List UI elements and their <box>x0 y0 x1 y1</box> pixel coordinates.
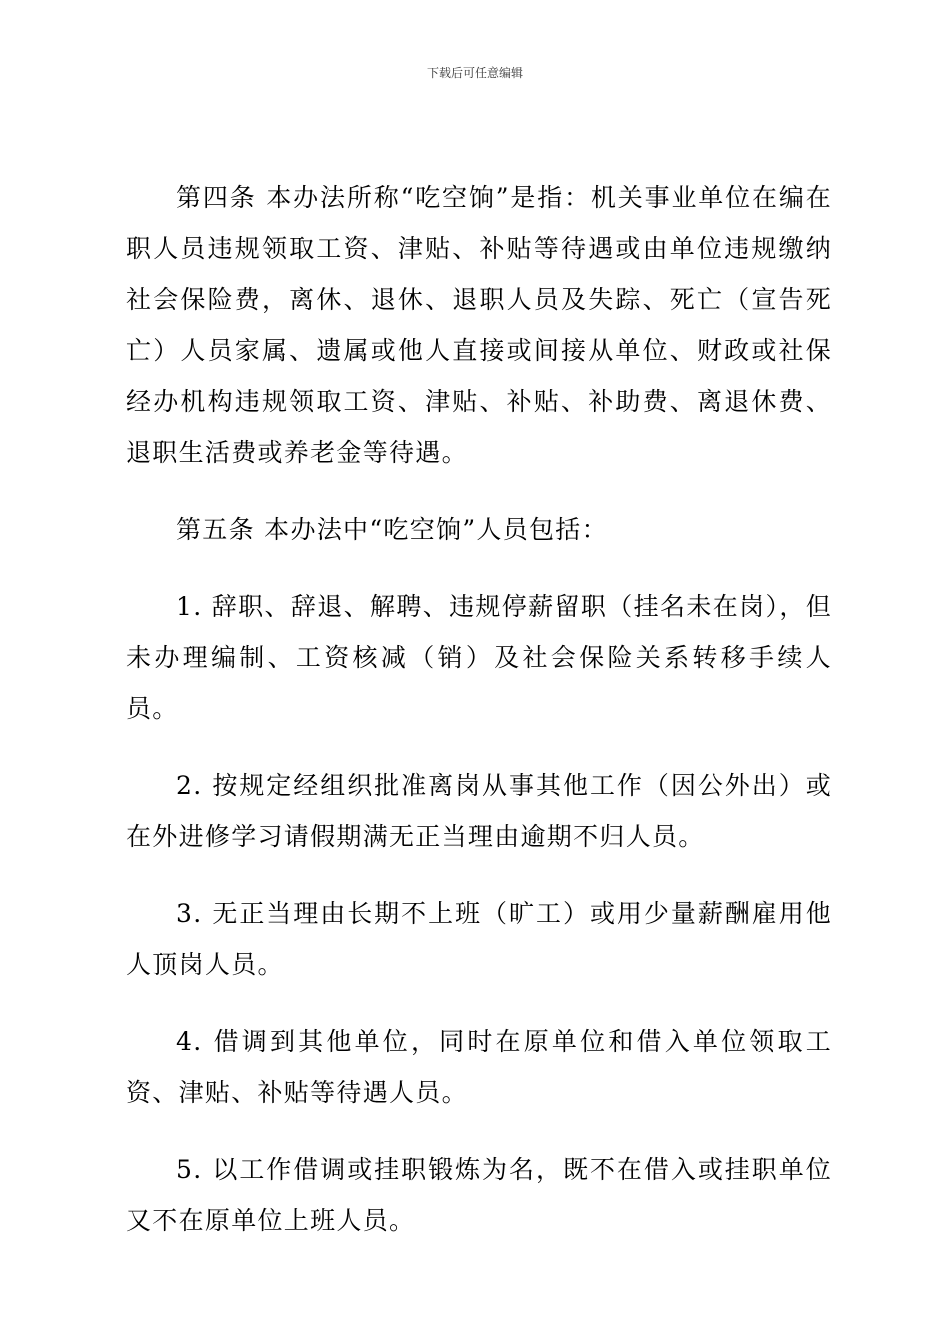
article-5-paragraph: 第五条 本办法中“吃空饷”人员包括： <box>176 515 608 544</box>
list-item-1: 1. 辞职、辞退、解聘、违规停薪留职（挂名未在岗），但未办理编制、工资核减（销）及社会保险关系转移手续人员。 <box>126 592 832 723</box>
document-body <box>126 172 832 1272</box>
list-item-4: 4. 借调到其他单位，同时在原单位和借入单位领取工资、津贴、补贴等待遇人员。 <box>126 1027 832 1107</box>
list-item-2: 2. 按规定经组织批准离岗从事其他工作（因公外出）或在外进修学习请假期满无正当理由逾期不归人员。 <box>126 771 832 851</box>
list-item-5: 5. 以工作借调或挂职锻炼为名，既不在借入或挂职单位又不在原单位上班人员。 <box>126 1155 832 1235</box>
list-item-3: 3. 无正当理由长期不上班（旷工）或用少量薪酬雇用他人顶岗人员。 <box>126 899 832 979</box>
article-4-paragraph: 第四条 本办法所称“吃空饷”是指：机关事业单位在编在职人员违规领取工资、津贴、补贴等待遇或由单位违规缴纳社会保险费，离休、退休、退职人员及失踪、死亡（宣告死亡）人员家属、遗属或他人直接或间接从单位、财政或社保经办机构违规领取工资、津贴、补贴、补助费、离退休费、退职生活费或养老金等待遇。 <box>126 183 832 467</box>
page-header: 下载后可任意编辑 <box>426 66 523 80</box>
